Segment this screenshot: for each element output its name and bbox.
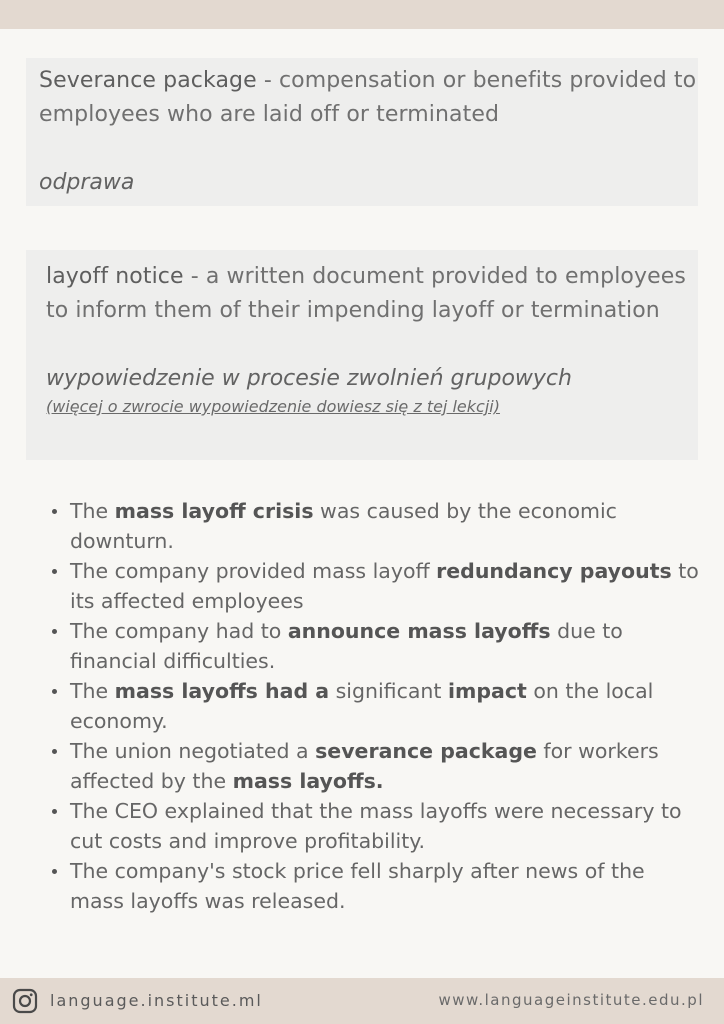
definition: - compensation or benefits provided to employees who are laid off or terminated [39,68,697,127]
highlighted-phrase: redundancy payouts [436,559,672,583]
sentence-text: The company's stock price fell sharply after news of the mass layoffs was released. [70,859,645,913]
translation: odprawa [39,170,135,195]
highlighted-phrase: mass layoff crisis [114,499,314,523]
website-url[interactable]: www.languageinstitute.edu.pl [438,991,704,1009]
sentence-item [52,496,702,556]
vocab-card-severance-package [26,58,698,206]
sentence-text: The [70,679,115,703]
sentence-text: on the local economy. [70,679,654,733]
definition-text [39,64,698,132]
sentence-text: was caused by the economic downturn. [70,499,617,553]
sentence-text: significant [329,679,448,703]
definition: - a written document provided to employees to inform them of their impending layoff or termination [46,264,686,323]
sentence-text: The CEO explained that the mass layoffs were necessary to cut costs and improve profitability. [70,799,682,853]
highlighted-phrase: mass layoffs had a [114,679,330,703]
sentence-text: The union negotiated a [70,739,316,763]
sentence-item [52,676,702,736]
sentence-item [52,856,702,916]
definition-text [46,260,698,328]
top-decorative-bar [0,0,724,29]
sentence-text: for workers affected by the [70,739,659,793]
sentence-text: The company had to [70,619,288,643]
sentence-item [52,736,702,796]
term: Severance package [39,68,257,93]
sentence-item [52,556,702,616]
sentence-text: The company provided mass layoff [70,559,437,583]
sentence-text: to its affected employees [70,559,699,613]
instagram-icon[interactable] [12,988,38,1014]
sentence-item [52,796,702,856]
sentence-item [52,616,702,676]
sentence-text: due to financial difficulties. [70,619,623,673]
vocab-card-layoff-notice [26,250,698,460]
sentence-text: The [70,499,115,523]
highlighted-phrase: announce mass layoffs [287,619,551,643]
highlighted-phrase: severance package [315,739,537,763]
highlighted-phrase: mass layoffs. [232,769,384,793]
term: layoff notice [46,264,184,289]
example-sentences-list [52,496,702,916]
lesson-link[interactable]: (więcej o zwrocie wypowiedzenie dowiesz się z tej lekcji) [46,397,500,416]
highlighted-phrase: impact [447,679,527,703]
translation: wypowiedzenie w procesie zwolnień grupowych [46,366,572,391]
footer [0,978,724,1024]
instagram-handle[interactable]: language.institute.ml [50,991,263,1010]
